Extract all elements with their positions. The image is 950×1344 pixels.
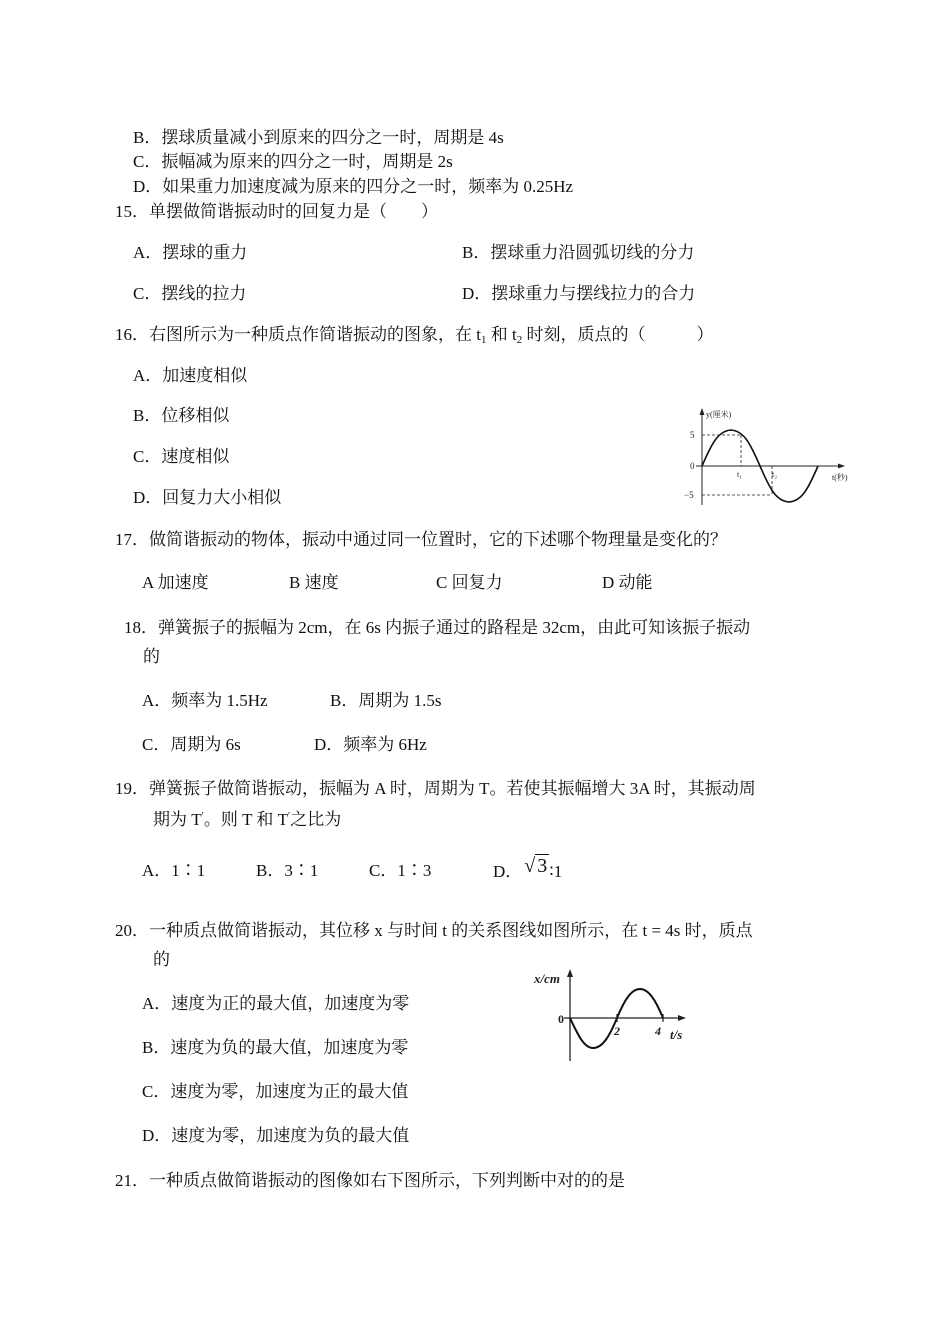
q16-option-c: C．速度相似 bbox=[133, 447, 230, 466]
q16-sub-2: 2 bbox=[516, 334, 523, 346]
q14-option-b: B．摆球质量减小到原来的四分之一时，周期是 4s bbox=[133, 128, 504, 147]
q20-stem-line2: 的 bbox=[153, 950, 170, 969]
q15-option-d: D．摆球重力与摆线拉力的合力 bbox=[462, 284, 696, 303]
q15-option-b: B．摆球重力沿圆弧切线的分力 bbox=[462, 243, 695, 262]
q20-origin: 0 bbox=[558, 1012, 564, 1026]
q16-sub-1: 1 bbox=[480, 334, 487, 346]
q20-option-a: A．速度为正的最大值，加速度为零 bbox=[142, 994, 410, 1013]
q19-option-a: A．1∶1 bbox=[142, 861, 206, 880]
q19-stem-part-c: 之比为 bbox=[290, 810, 342, 829]
q20-y-label: x/cm bbox=[534, 971, 560, 986]
q14-option-d: D．如果重力加速度减为原来的四分之一时，频率为 0.25Hz bbox=[133, 177, 574, 196]
q15-option-a: A．摆球的重力 bbox=[133, 243, 248, 262]
q17-option-a: A 加速度 bbox=[142, 573, 209, 592]
q16-x-label: t(秒) bbox=[832, 473, 848, 482]
q16-origin: 0 bbox=[690, 461, 695, 471]
q19-stem-line1: 19．弹簧振子做简谐振动，振幅为 A 时，周期为 T。若使其振幅增大 3A 时，其振动周 bbox=[115, 779, 756, 798]
q19-stem-part-a: 期为 T bbox=[153, 810, 202, 829]
q19-option-d-prefix: D． bbox=[493, 862, 523, 881]
q20-x-label: t/s bbox=[670, 1027, 683, 1042]
q17-option-d: D 动能 bbox=[602, 573, 653, 592]
q19-option-b: B．3∶1 bbox=[256, 861, 319, 880]
q16-sine-graph bbox=[680, 405, 870, 510]
q20-x-axis-arrow bbox=[678, 1015, 686, 1021]
q19-sqrt-radicand: 3 bbox=[537, 855, 548, 877]
q18-option-b: B．周期为 1.5s bbox=[330, 691, 442, 710]
q18-stem-line2: 的 bbox=[143, 647, 160, 666]
q16-tick-neg: −5 bbox=[684, 490, 694, 500]
q16-tick-pos: 5 bbox=[690, 430, 695, 440]
q18-option-c: C．周期为 6s bbox=[142, 735, 241, 754]
q20-tick-2: 2 bbox=[614, 1024, 620, 1038]
q16-t2-label: t₂ bbox=[772, 470, 778, 479]
q16-y-label: y(厘米) bbox=[706, 410, 732, 419]
q20-option-d: D．速度为零，加速度为负的最大值 bbox=[142, 1126, 410, 1145]
q18-option-d: D．频率为 6Hz bbox=[314, 735, 427, 754]
q16-stem-part-c: 时刻，质点的（ ） bbox=[526, 325, 714, 344]
q21-stem: 21．一种质点做简谐振动的图像如右下图所示，下列判断中对的的是 bbox=[115, 1171, 625, 1190]
q15-stem: 15．单摆做简谐振动时的回复力是（ ） bbox=[115, 202, 438, 221]
q16-y-axis-arrow bbox=[700, 408, 705, 415]
q20-option-b: B．速度为负的最大值，加速度为零 bbox=[142, 1038, 409, 1057]
q17-option-c: C 回复力 bbox=[436, 573, 503, 592]
q20-y-axis-arrow bbox=[567, 969, 573, 977]
q16-option-b: B．位移相似 bbox=[133, 406, 230, 425]
q15-option-c: C．摆线的拉力 bbox=[133, 284, 247, 303]
q16-option-d: D．回复力大小相似 bbox=[133, 488, 282, 507]
q16-x-axis-arrow bbox=[838, 464, 845, 469]
q18-stem-line1: 18．弹簧振子的振幅为 2cm，在 6s 内振子通过的路程是 32cm，由此可知该振子振动 bbox=[124, 618, 751, 637]
q16-option-a: A．加速度相似 bbox=[133, 366, 248, 385]
q19-prime-1: ′ bbox=[201, 811, 204, 822]
q19-prime-2: ′ bbox=[288, 811, 291, 822]
q19-sqrt: √ 3 bbox=[524, 855, 548, 877]
q17-option-b: B 速度 bbox=[289, 573, 339, 592]
q16-stem-part-a: 16．右图所示为一种质点作简谐振动的图象，在 t bbox=[115, 325, 481, 344]
q19-option-d bbox=[493, 851, 562, 882]
q14-option-c: C．振幅减为原来的四分之一时，周期是 2s bbox=[133, 152, 453, 171]
q18-option-a: A．频率为 1.5Hz bbox=[142, 691, 268, 710]
q17-stem: 17．做简谐振动的物体，振动中通过同一位置时，它的下述哪个物理量是变化的？ bbox=[115, 530, 727, 549]
q20-option-c: C．速度为零，加速度为正的最大值 bbox=[142, 1082, 409, 1101]
q19-stem-line2 bbox=[153, 806, 341, 831]
q16-stem bbox=[115, 324, 713, 351]
q16-stem-part-b: 和 t bbox=[490, 325, 517, 344]
q19-option-c: C．1∶3 bbox=[369, 861, 432, 880]
q16-t1-label: t₁ bbox=[737, 470, 743, 479]
q20-stem-line1: 20．一种质点做简谐振动，其位移 x 与时间 t 的关系图线如图所示，在 t = 4s 时，质点 bbox=[115, 921, 753, 940]
q20-sine-graph bbox=[530, 965, 700, 1065]
q19-option-d-suffix: ∶1 bbox=[549, 862, 563, 881]
q20-tick-4: 4 bbox=[655, 1024, 661, 1038]
q19-stem-part-b: 。则 T 和 T bbox=[203, 810, 289, 829]
